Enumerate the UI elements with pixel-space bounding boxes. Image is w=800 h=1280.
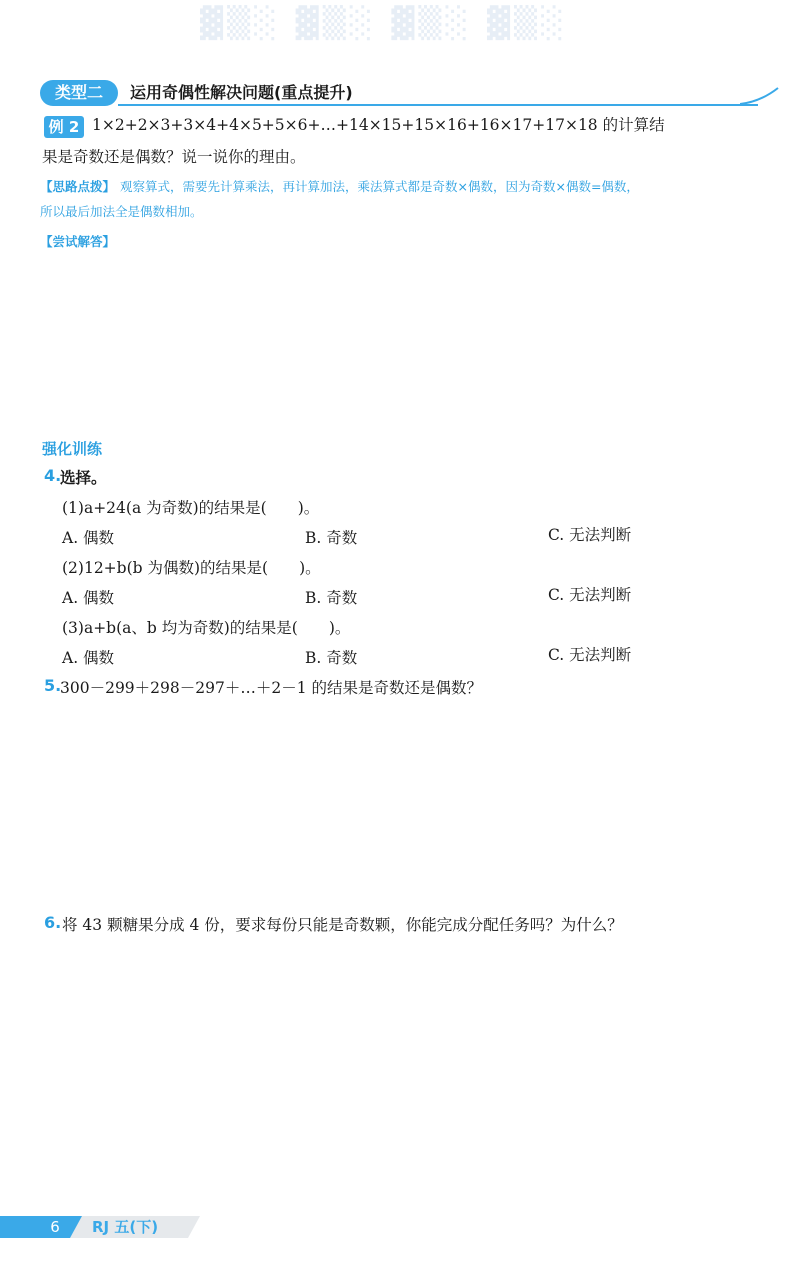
q4-sub-2-option-c: C. 无法判断	[548, 586, 632, 604]
question-5-text: 300－299＋298－297＋…＋2－1 的结果是奇数还是偶数？	[60, 679, 482, 697]
training-heading: 强化训练	[42, 440, 103, 458]
question-4-number: 4.	[44, 466, 62, 485]
swoosh-decoration-icon	[740, 86, 780, 106]
q4-sub-2-option-a: A. 偶数	[62, 589, 115, 607]
try-answer-heading: 【尝试解答】	[40, 234, 116, 249]
q4-sub-3-option-c: C. 无法判断	[548, 646, 632, 664]
q4-sub-1-option-c: C. 无法判断	[548, 526, 632, 544]
page-number: 6	[50, 1218, 60, 1236]
q4-sub-1-prompt: (1)a+24(a 为奇数)的结果是( )。	[62, 499, 320, 517]
question-6-number: 6.	[44, 913, 62, 932]
section-title: 运用奇偶性解决问题(重点提升)	[130, 83, 353, 102]
hint-text-line-2: 所以最后加法全是偶数相加。	[40, 204, 203, 219]
footer-book-label: RJ 五(下)	[92, 1218, 159, 1236]
q4-sub-3-prompt: (3)a+b(a、b 均为奇数)的结果是( )。	[62, 619, 351, 637]
example-text-line-1: 1×2+2×3+3×4+4×5+5×6+…+14×15+15×16+16×17+17×18 的计算结	[92, 116, 665, 134]
q4-sub-1-option-a: A. 偶数	[62, 529, 115, 547]
q4-sub-1-option-b: B. 奇数	[305, 529, 358, 547]
section-type-badge: 类型二	[40, 80, 118, 106]
q4-sub-2-option-b: B. 奇数	[305, 589, 358, 607]
question-6-text: 将 43 颗糖果分成 4 份，要求每份只能是奇数颗，你能完成分配任务吗？为什么？	[62, 916, 623, 934]
example-badge: 例 2	[44, 116, 84, 138]
q4-sub-2-prompt: (2)12+b(b 为偶数)的结果是( )。	[62, 559, 321, 577]
hint-text-line-1: 观察算式，需要先计算乘法，再计算加法，乘法算式都是奇数×偶数，因为奇数×偶数=偶数，	[120, 179, 639, 194]
q4-sub-3-option-b: B. 奇数	[305, 649, 358, 667]
hint-heading: 【思路点拨】	[40, 179, 116, 194]
section-underline	[118, 104, 758, 106]
faded-header-decoration: ▓▒░ ▓▒░ ▓▒░ ▓▒░	[200, 6, 569, 41]
q4-sub-3-option-a: A. 偶数	[62, 649, 115, 667]
question-5-number: 5.	[44, 676, 62, 695]
example-text-line-2: 果是奇数还是偶数？说一说你的理由。	[42, 148, 306, 166]
question-4-text: 选择。	[60, 469, 107, 487]
